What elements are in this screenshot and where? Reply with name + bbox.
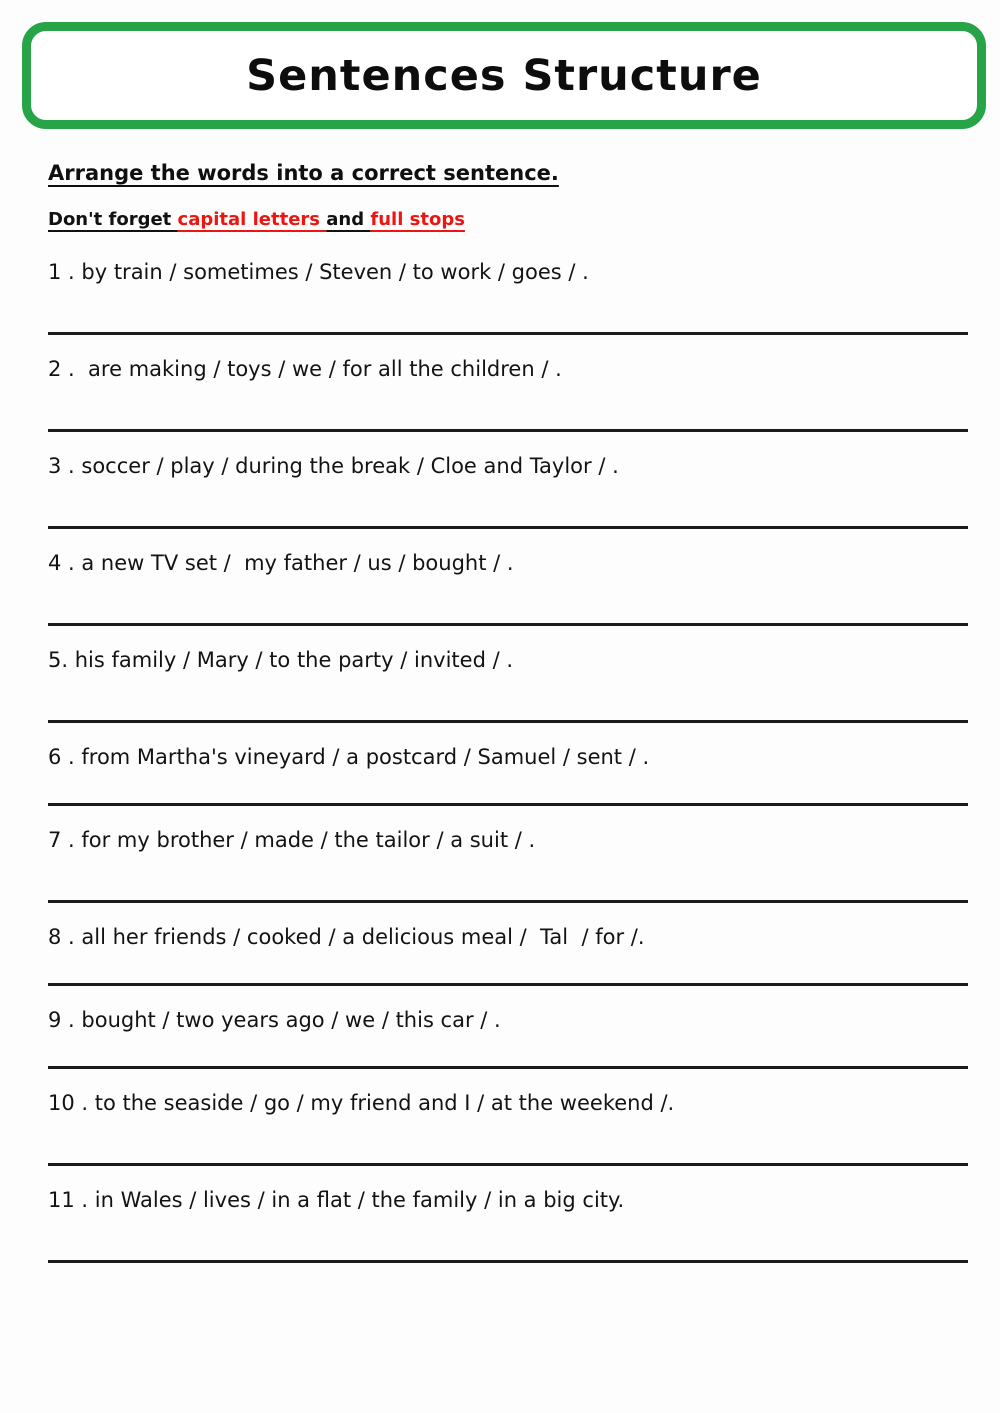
scrambled-sentence: 11 . in Wales / lives / in a flat / the family / in a big city. bbox=[48, 1188, 625, 1212]
exercise-item-11 bbox=[48, 1186, 968, 1263]
scrambled-sentence: 6 . from Martha's vineyard / a postcard / Samuel / sent / . bbox=[48, 745, 650, 769]
exercise-item-8 bbox=[48, 923, 968, 986]
scrambled-sentence: 9 . bought / two years ago / we / this car / . bbox=[48, 1008, 501, 1032]
answer-line[interactable] bbox=[48, 1260, 968, 1263]
scrambled-sentence: 1 . by train / sometimes / Steven / to work / goes / . bbox=[48, 260, 589, 284]
exercise-list bbox=[48, 258, 968, 1263]
answer-line[interactable] bbox=[48, 1163, 968, 1166]
answer-line[interactable] bbox=[48, 900, 968, 903]
answer-line[interactable] bbox=[48, 720, 968, 723]
answer-line[interactable] bbox=[48, 526, 968, 529]
scrambled-sentence: 5. his family / Mary / to the party / invited / . bbox=[48, 648, 513, 672]
scrambled-sentence: 7 . for my brother / made / the tailor / a suit / . bbox=[48, 828, 536, 852]
answer-line[interactable] bbox=[48, 332, 968, 335]
note-text: and bbox=[326, 209, 371, 230]
worksheet-content bbox=[48, 160, 968, 1283]
instruction-note bbox=[48, 208, 968, 232]
exercise-item-10 bbox=[48, 1089, 968, 1166]
exercise-item-6 bbox=[48, 743, 968, 806]
scrambled-sentence: 4 . a new TV set / my father / us / bought / . bbox=[48, 551, 514, 575]
scrambled-sentence: 3 . soccer / play / during the break / Cloe and Taylor / . bbox=[48, 454, 619, 478]
answer-line[interactable] bbox=[48, 983, 968, 986]
scrambled-sentence: 2 . are making / toys / we / for all the children / . bbox=[48, 357, 562, 381]
title-box bbox=[22, 22, 986, 129]
note-text: Don't forget bbox=[48, 209, 178, 230]
exercise-item-9 bbox=[48, 1006, 968, 1069]
exercise-item-3 bbox=[48, 452, 968, 529]
scrambled-sentence: 10 . to the seaside / go / my friend and I / at the weekend /. bbox=[48, 1091, 675, 1115]
exercise-item-4 bbox=[48, 549, 968, 626]
answer-line[interactable] bbox=[48, 429, 968, 432]
instruction-heading: Arrange the words into a correct sentence. bbox=[48, 161, 559, 185]
page-title: Sentences Structure bbox=[246, 50, 762, 101]
note-highlight-capital-letters: capital letters bbox=[177, 209, 327, 230]
exercise-item-2 bbox=[48, 355, 968, 432]
answer-line[interactable] bbox=[48, 623, 968, 626]
scrambled-sentence: 8 . all her friends / cooked / a delicious meal / Tal / for /. bbox=[48, 925, 645, 949]
exercise-item-1 bbox=[48, 258, 968, 335]
exercise-item-5 bbox=[48, 646, 968, 723]
answer-line[interactable] bbox=[48, 1066, 968, 1069]
answer-line[interactable] bbox=[48, 803, 968, 806]
exercise-item-7 bbox=[48, 826, 968, 903]
note-highlight-full-stops: full stops bbox=[370, 209, 465, 230]
